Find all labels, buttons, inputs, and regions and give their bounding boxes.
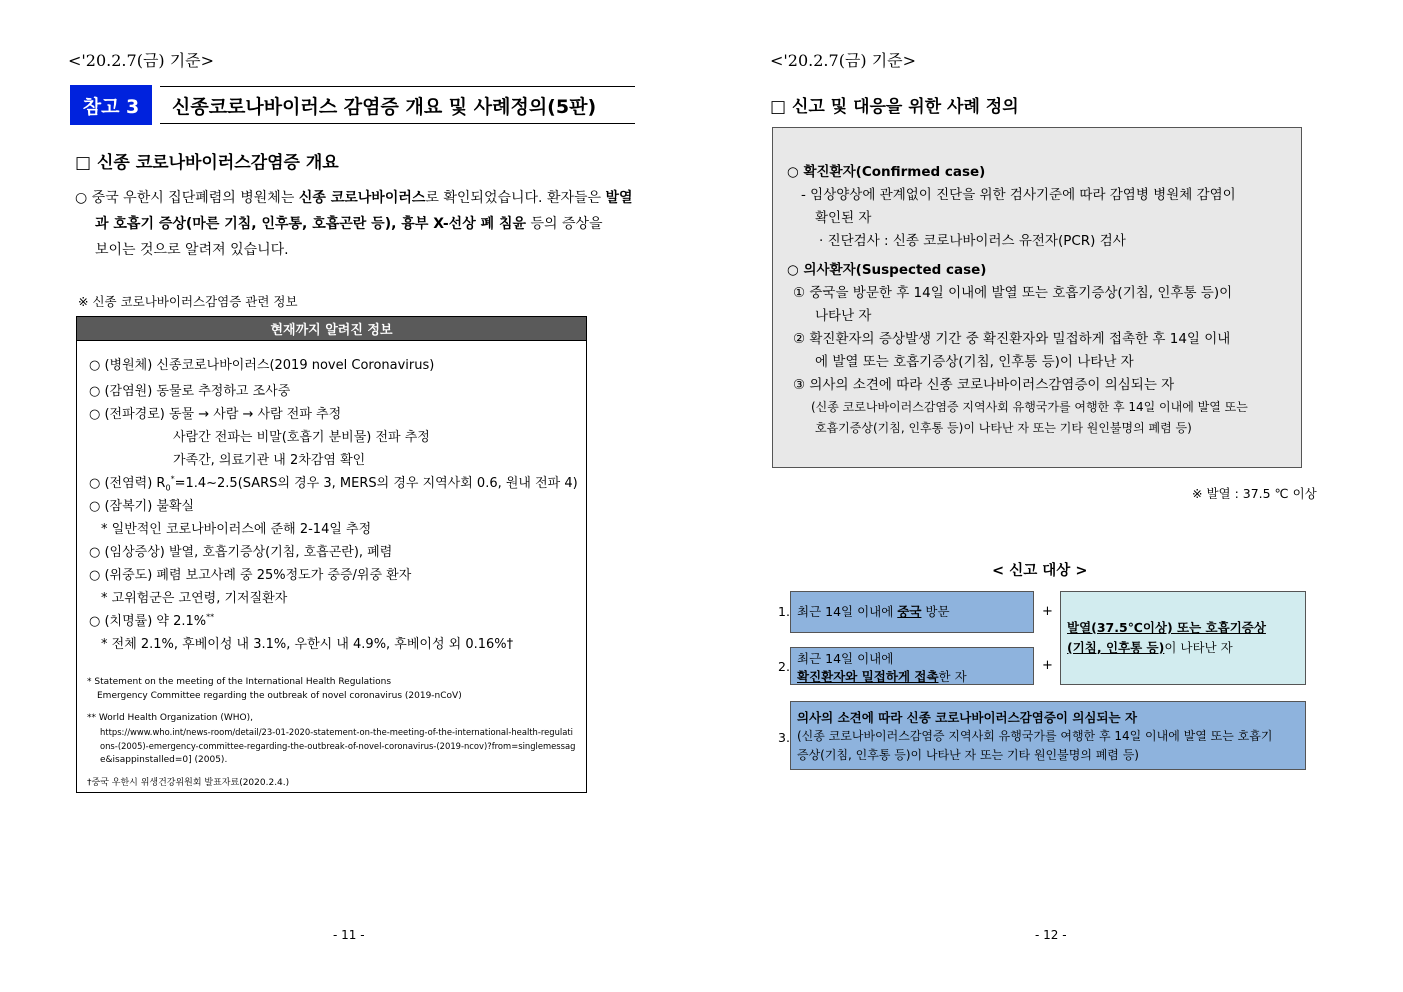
info-line: * 전체 2.1%, 후베이성 내 3.1%, 우한시 내 4.9%, 후베이성 외 0.16%† <box>101 637 514 652</box>
para-text: ○ 중국 우한시 집단폐렴의 병원체는 <box>75 190 299 206</box>
plus-sign: + <box>1042 604 1053 619</box>
left-page-number: - 11 - <box>333 928 365 942</box>
criterion-text: 이 나타난 자 <box>1164 640 1233 655</box>
info-box <box>76 316 587 793</box>
reference-badge: 참고 3 <box>70 85 152 125</box>
info-line: 가족간, 의료기관 내 2차감염 확인 <box>173 453 366 468</box>
info-line: ○ (병원체) 신종코로나바이러스(2019 novel Coronavirus) <box>89 358 435 373</box>
overview-heading: □ 신종 코로나바이러스감염증 개요 <box>75 153 339 173</box>
criterion-symptoms <box>1060 591 1306 685</box>
info-text: ○ (치명률) 약 2.1% <box>89 614 207 629</box>
criterion-contact-line <box>797 668 1027 686</box>
info-line: ○ (임상증상) 발열, 호흡기증상(기침, 호흡곤란), 폐렴 <box>89 545 393 560</box>
info-box-header: 현재까지 알려진 정보 <box>77 317 586 341</box>
document-title-text: 신종코로나바이러스 감염증 개요 및 사례정의(5판) <box>172 95 597 118</box>
info-note-label: ※ 신종 코로나바이러스감염증 관련 정보 <box>78 294 298 309</box>
definition-line: ③ 의사의 소견에 따라 신종 코로나바이러스감염증이 의심되는 자 <box>793 377 1175 393</box>
criterion-close-contact <box>790 647 1034 685</box>
criterion-text: 최근 14일 이내에 <box>797 651 894 666</box>
para-bold: 과 호흡기 증상(마른 기침, 인후통, 호흡곤란 등), 흉부 X-선상 폐 침윤 <box>95 216 527 232</box>
criterion-text: (신종 코로나바이러스감염증 지역사회 유행국가를 여행한 후 14일 이내에 발열 또는 호흡기 <box>797 729 1273 743</box>
info-line: 사람간 전파는 비말(호흡기 분비물) 전파 추정 <box>173 430 430 445</box>
definition-line: - 임상양상에 관계없이 진단을 위한 검사기준에 따라 감염병 병원체 감염이 <box>801 187 1236 203</box>
info-line: * 고위험군은 고연령, 기저질환자 <box>101 591 288 606</box>
criterion-text: 방문 <box>921 604 950 619</box>
report-target-title: < 신고 대상 > <box>992 563 1088 579</box>
criterion-emphasis: (기침, 인후통 등) <box>1067 640 1165 655</box>
report-number: 1. <box>778 604 790 619</box>
info-line: ○ (감염원) 동물로 추정하고 조사중 <box>89 384 291 399</box>
case-definition-box <box>772 127 1302 468</box>
footnote: Emergency Committee regarding the outbreak of novel coronavirus (2019-nCoV) <box>97 691 462 701</box>
footnote-url: https://www.who.int/news-room/detail/23-01-2020-statement-on-the-meeting-of-the-international-health-regulati <box>100 727 573 737</box>
criterion-emphasis: 발열(37.5℃이상) 또는 호흡기증상 <box>1067 620 1266 635</box>
definition-line: 나타난 자 <box>815 308 872 324</box>
para-text: 등의 증상을 <box>526 216 603 232</box>
overview-paragraph <box>75 185 633 263</box>
para-line-1 <box>75 185 633 211</box>
fever-note: ※ 발열 : 37.5 ℃ 이상 <box>1192 486 1317 501</box>
footnote: e&isappinstalled=0] (2005). <box>100 755 228 765</box>
criterion-text: 최근 14일 이내에 <box>797 604 898 619</box>
criterion-emphasis: 확진환자와 밀접하게 접촉 <box>797 669 939 684</box>
right-page-number: - 12 - <box>1035 928 1067 942</box>
definition-line: 확인된 자 <box>815 210 872 226</box>
footnote: * Statement on the meeting of the International Health Regulations <box>87 677 392 687</box>
document-title <box>160 86 635 124</box>
info-text: =1.4~2.5(SARS의 경우 3, MERS의 경우 지역사회 0.6, 원내 전파 4) <box>174 476 578 491</box>
definition-line: ① 중국을 방문한 후 14일 이내에 발열 또는 호흡기증상(기침, 인후통 등)이 <box>793 285 1233 301</box>
footnote-mark: * <box>170 474 175 484</box>
suspected-case-title: ○ 의사환자(Suspected case) <box>787 262 987 278</box>
criterion-china-visit <box>790 591 1034 633</box>
para-bold: 발열 <box>605 190 633 206</box>
para-line-3: 보이는 것으로 알려져 있습니다. <box>95 242 289 258</box>
info-line: * 일반적인 코로나바이러스에 준해 2-14일 추정 <box>101 522 372 537</box>
subscript: 0 <box>165 483 171 493</box>
info-line: ○ (잠복기) 불확실 <box>89 499 195 514</box>
criterion-text: 한 자 <box>938 669 967 684</box>
definition-line: 호흡기증상(기침, 인후통 등)이 나타난 자 또는 기타 원인불명의 폐렴 등) <box>815 421 1192 435</box>
criterion-physician-opinion <box>790 701 1306 770</box>
footnote: ** World Health Organization (WHO), <box>87 713 253 723</box>
info-text: ○ (전염력) R <box>89 476 166 491</box>
case-definition-heading: □ 신고 및 대응을 위한 사례 정의 <box>770 97 1019 117</box>
plus-sign: + <box>1042 658 1053 673</box>
right-date-label: <'20.2.7(금) 기준> <box>770 51 917 70</box>
definition-line: · 진단검사 : 신종 코로나바이러스 유전자(PCR) 검사 <box>819 233 1126 249</box>
para-bold: 신종 코로나바이러스 <box>298 190 426 206</box>
left-date-label: <'20.2.7(금) 기준> <box>68 51 215 70</box>
definition-line: ② 확진환자의 증상발생 기간 중 확진환자와 밀접하게 접촉한 후 14일 이내 <box>793 331 1231 347</box>
footnote-mark: ** <box>206 612 215 622</box>
criterion-text: 증상(기침, 인후통 등)이 나타난 자 또는 기타 원인불명의 폐렴 등) <box>797 748 1139 762</box>
report-number: 2. <box>778 659 790 674</box>
definition-line: 에 발열 또는 호흡기증상(기침, 인후통 등)이 나타난 자 <box>815 354 1134 370</box>
info-line-fatality <box>89 610 214 629</box>
info-line: ○ (위중도) 폐렴 보고사례 중 25%정도가 중증/위중 환자 <box>89 568 412 583</box>
confirmed-case-title: ○ 확진환자(Confirmed case) <box>787 164 986 180</box>
definition-line: (신종 코로나바이러스감염증 지역사회 유행국가를 여행한 후 14일 이내에 발열 또는 <box>811 400 1248 414</box>
criterion-emphasis: 중국 <box>897 604 922 619</box>
criterion-symptoms-line <box>1067 638 1299 658</box>
para-line-2 <box>75 211 633 237</box>
footnote: †중국 우한시 위생건강위원회 발표자료(2020.2.4.) <box>87 778 290 788</box>
report-number: 3. <box>778 730 790 745</box>
info-line: ○ (전파경로) 동물 → 사람 → 사람 전파 추정 <box>89 407 342 422</box>
footnote-url: ons-(2005)-emergency-committee-regarding-the-outbreak-of-novel-coronavirus-(2019-ncov)?from=singlemessag <box>100 741 576 751</box>
criterion-emphasis: 의사의 소견에 따라 신종 코로나바이러스감염증이 의심되는 자 <box>797 710 1138 725</box>
para-text: 로 확인되었습니다. 환자들은 <box>425 190 606 206</box>
info-line-r0 <box>89 472 578 493</box>
